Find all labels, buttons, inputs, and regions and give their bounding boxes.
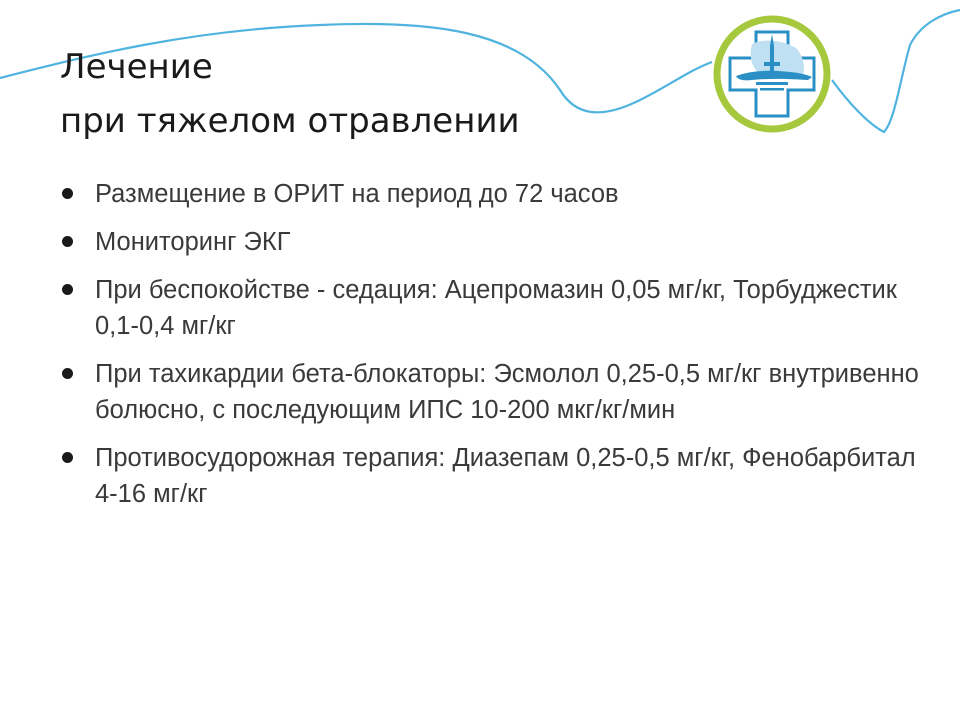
bullet-dot-icon: [62, 284, 73, 295]
bullet-text: Размещение в ОРИТ на период до 72 часов: [95, 180, 619, 208]
medical-cross-emblem-icon: [712, 14, 832, 134]
bullet-list: [60, 176, 920, 524]
slide-title: [60, 40, 520, 148]
bullet-dot-icon: [62, 188, 73, 199]
slide-title-line-2: при тяжелом отравлении: [60, 101, 520, 141]
bullet-text: Мониторинг ЭКГ: [95, 228, 291, 256]
bullet-dot-icon: [62, 452, 73, 463]
bullet-dot-icon: [62, 368, 73, 379]
bullet-item: [60, 176, 920, 212]
slide-title-line-1: Лечение: [60, 47, 213, 87]
wave-line-right: [832, 10, 960, 132]
bullet-item: [60, 272, 920, 344]
bullet-item: [60, 356, 920, 428]
bullet-dot-icon: [62, 236, 73, 247]
bullet-item: [60, 440, 920, 512]
bullet-item: [60, 224, 920, 260]
bullet-text: Противосудорожная терапия: Диазепам 0,25-0,5 мг/кг, Фенобарбитал 4-16 мг/кг: [95, 444, 916, 508]
bullet-text: При беспокойстве - седация: Ацепромазин 0,05 мг/кг, Торбуджестик 0,1-0,4 мг/кг: [95, 276, 897, 340]
bullet-text: При тахикардии бета-блокаторы: Эсмолол 0,25-0,5 мг/кг внутривенно болюсно, с последующим ИПС 10-200 мкг/кг/мин: [95, 360, 919, 424]
